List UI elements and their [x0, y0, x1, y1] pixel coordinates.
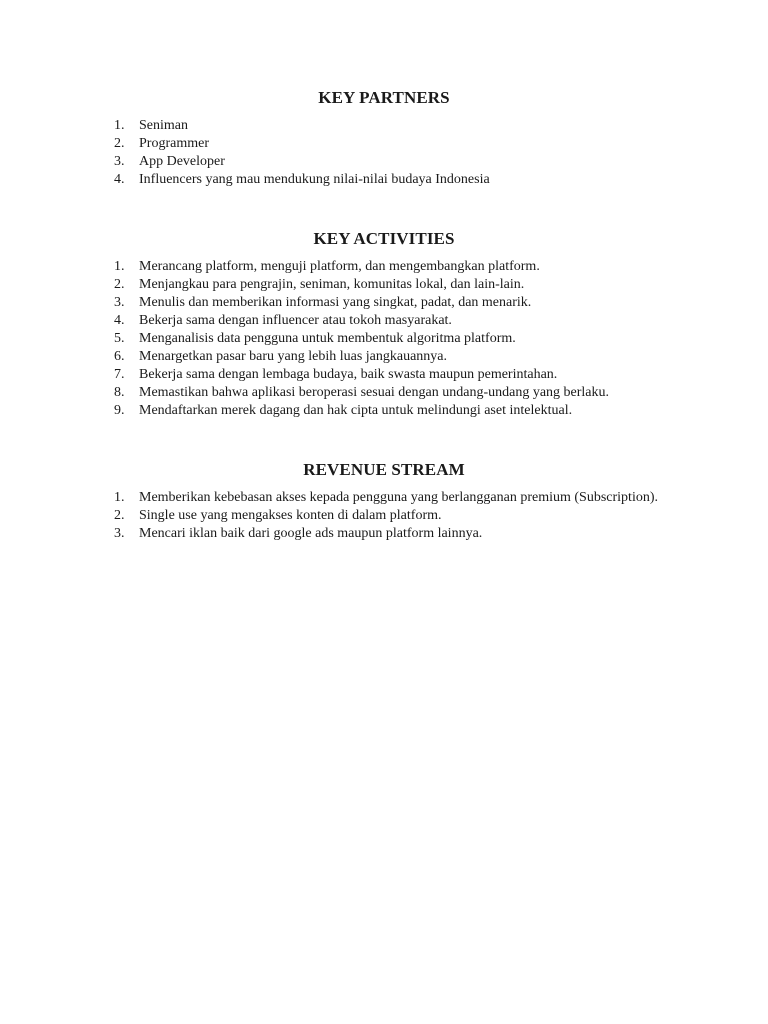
list-item [0, 153, 669, 171]
list-item-number: 7. [114, 367, 125, 382]
list-item [0, 294, 669, 312]
list-item [0, 507, 669, 525]
list-item-number: 4. [114, 172, 125, 187]
list-item-number: 5. [114, 331, 125, 346]
revenue-stream-list [0, 489, 669, 543]
list-item-number: 3. [114, 295, 125, 310]
list-item [0, 384, 669, 402]
list-item-number: 8. [114, 385, 125, 400]
list-item-number: 2. [114, 277, 125, 292]
list-item-number: 1. [114, 259, 125, 274]
list-item-number: 3. [114, 526, 125, 541]
section-title-revenue-stream: REVENUE STREAM [303, 460, 465, 479]
section-title-key-activities: KEY ACTIVITIES [313, 229, 455, 248]
list-item-text: Mendaftarkan merek dagang dan hak cipta untuk melindungi aset intelektual. [139, 403, 573, 418]
list-item-number: 2. [114, 136, 125, 151]
list-item-text: Merancang platform, menguji platform, dan mengembangkan platform. [139, 259, 540, 274]
list-item [0, 276, 669, 294]
list-item [0, 402, 669, 420]
list-item-text: Menjangkau para pengrajin, seniman, komunitas lokal, dan lain-lain. [139, 277, 525, 292]
list-item [0, 135, 669, 153]
list-item-text: Influencers yang mau mendukung nilai-nilai budaya Indonesia [139, 172, 490, 187]
list-item-number: 1. [114, 490, 125, 505]
list-item-text: Memberikan kebebasan akses kepada pengguna yang berlangganan premium (Subscription). [139, 490, 658, 505]
list-item-text: Bekerja sama dengan influencer atau tokoh masyarakat. [139, 313, 452, 328]
key-activities-list [0, 258, 669, 420]
list-item-number: 6. [114, 349, 125, 364]
list-item [0, 171, 669, 189]
key-partners-list [0, 117, 669, 189]
list-item [0, 525, 669, 543]
list-item-number: 2. [114, 508, 125, 523]
list-item [0, 258, 669, 276]
list-item-text: Menulis dan memberikan informasi yang singkat, padat, dan menarik. [139, 295, 532, 310]
list-item-text: Memastikan bahwa aplikasi beroperasi sesuai dengan undang-undang yang berlaku. [139, 385, 610, 400]
list-item [0, 348, 669, 366]
list-item [0, 117, 669, 135]
list-item-text: Programmer [139, 136, 209, 151]
list-item-text: Seniman [139, 118, 188, 133]
list-item-text: Mencari iklan baik dari google ads maupun platform lainnya. [139, 526, 483, 541]
list-item-text: Menargetkan pasar baru yang lebih luas jangkauannya. [139, 349, 448, 364]
list-item-text: Bekerja sama dengan lembaga budaya, baik swasta maupun pemerintahan. [139, 367, 558, 382]
list-item-text: Menganalisis data pengguna untuk membentuk algoritma platform. [139, 331, 516, 346]
list-item-number: 3. [114, 154, 125, 169]
section-title-key-partners: KEY PARTNERS [318, 88, 450, 107]
list-item-number: 1. [114, 118, 125, 133]
list-item [0, 330, 669, 348]
list-item-number: 4. [114, 313, 125, 328]
list-item-text: App Developer [139, 154, 225, 169]
list-item [0, 312, 669, 330]
list-item-number: 9. [114, 403, 125, 418]
list-item-text: Single use yang mengakses konten di dalam platform. [139, 508, 442, 523]
list-item [0, 489, 669, 507]
list-item [0, 366, 669, 384]
